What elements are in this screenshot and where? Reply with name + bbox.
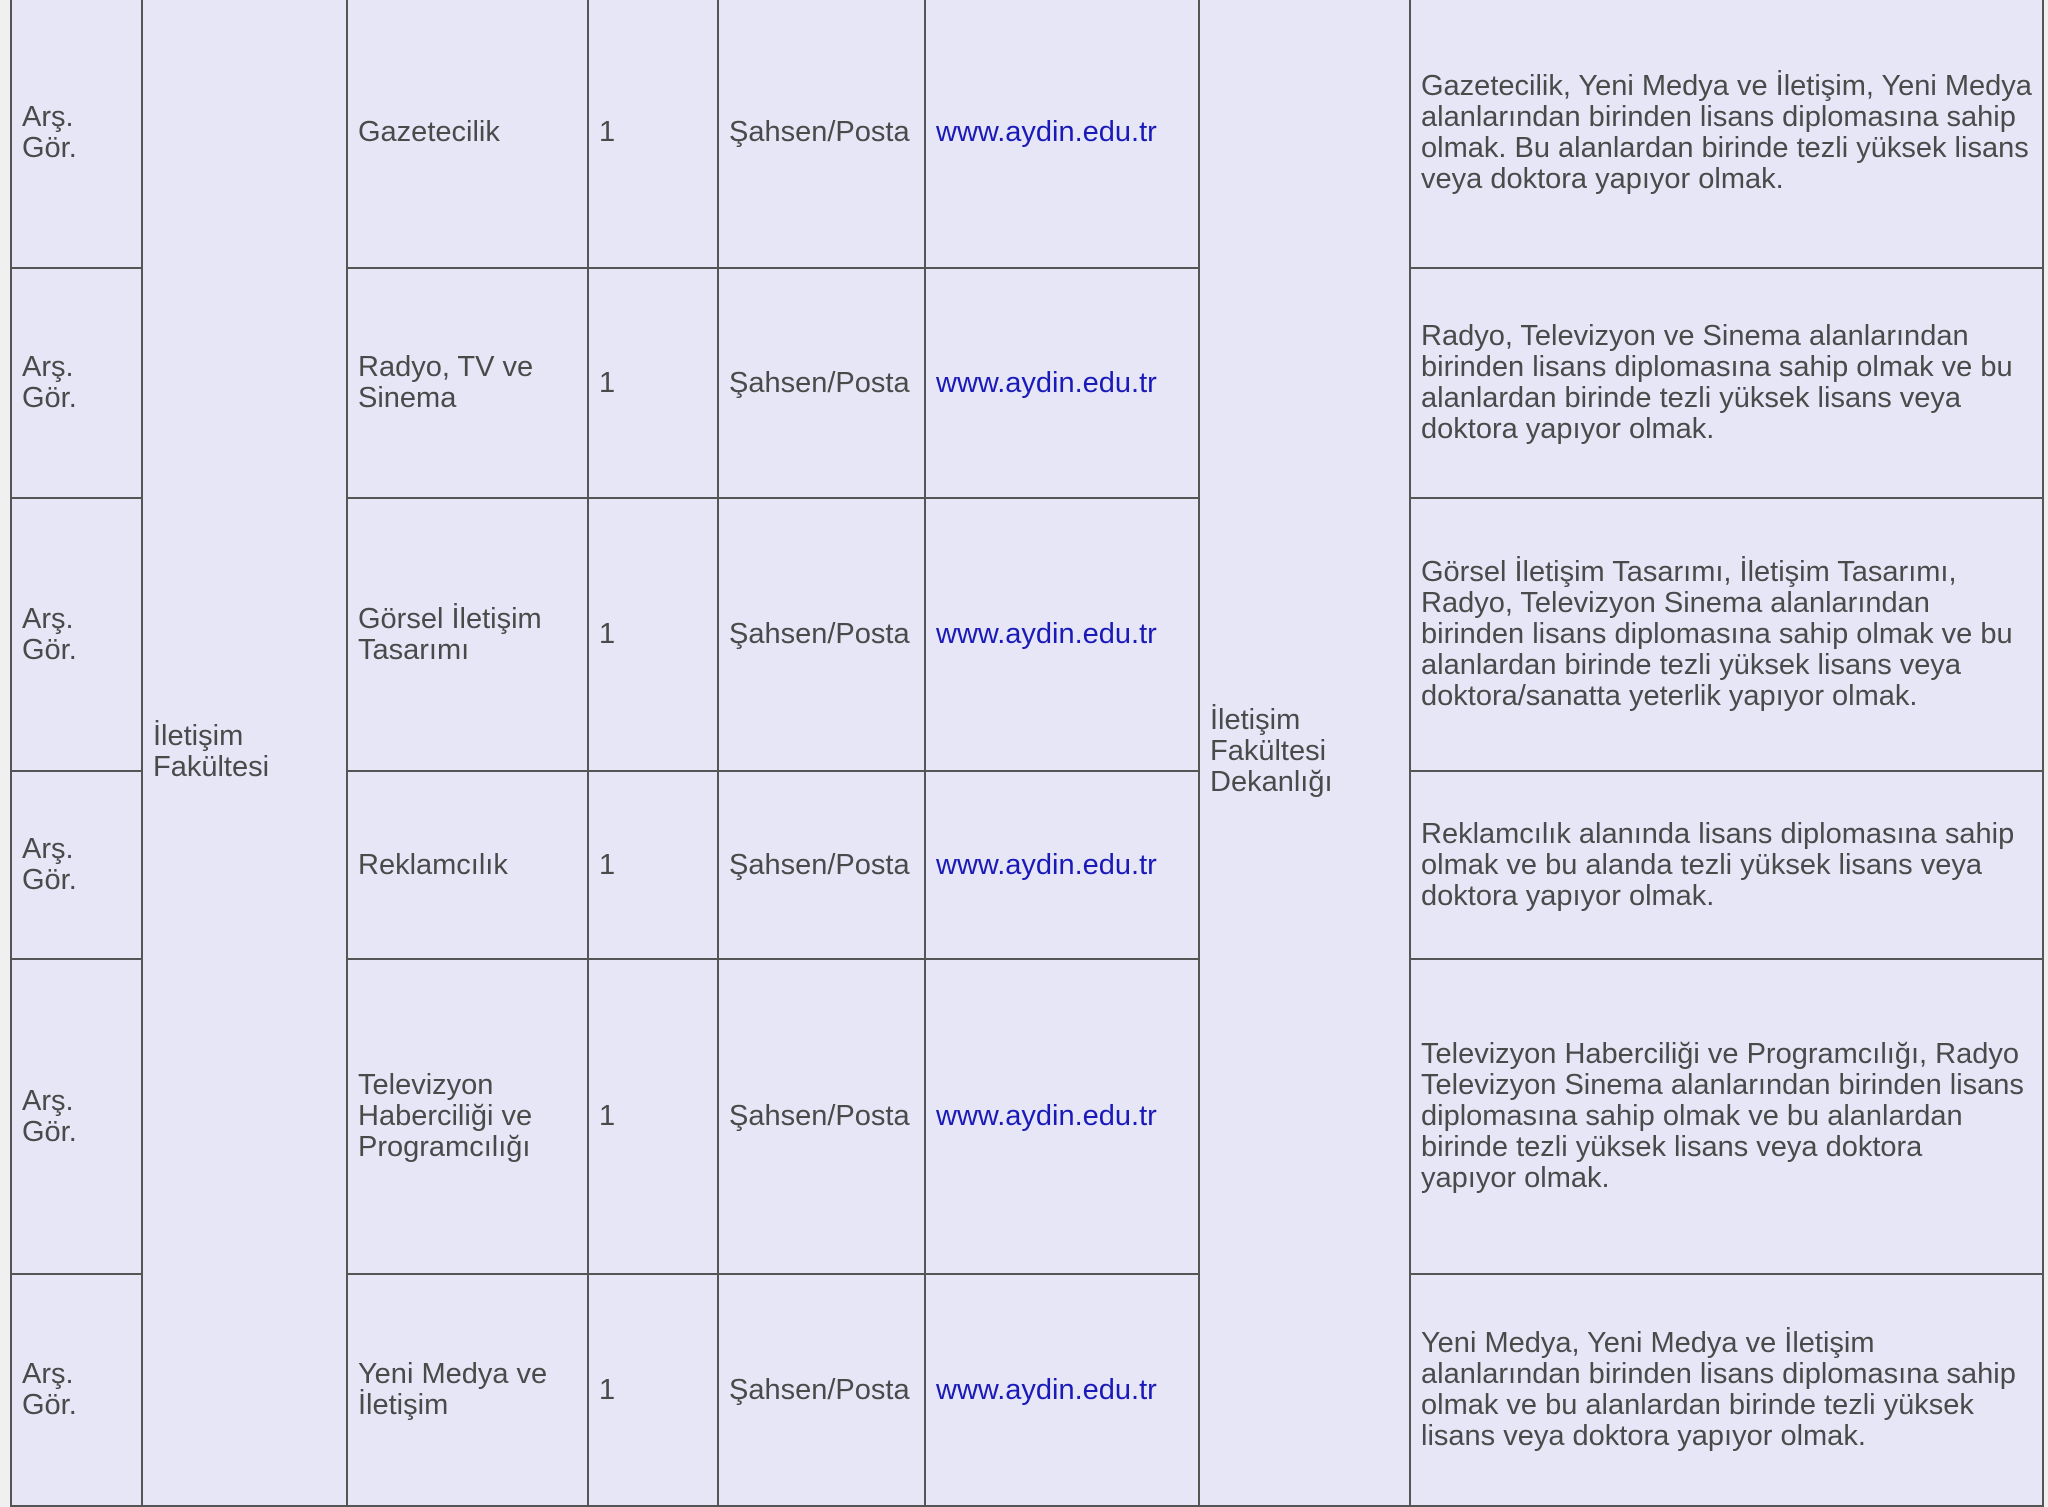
website-cell xyxy=(925,0,1199,268)
title-cell: Arş. Gör. xyxy=(11,959,142,1274)
faculty-label: İletişim Fakültesi xyxy=(153,719,270,783)
website-link[interactable]: www.aydin.edu.tr xyxy=(936,618,1157,650)
table-row xyxy=(11,0,2043,268)
website-link[interactable]: www.aydin.edu.tr xyxy=(936,1373,1157,1406)
application-method-cell: Şahsen/Posta xyxy=(718,0,925,268)
title-cell: Arş. Gör. xyxy=(11,771,142,959)
application-method-cell: Şahsen/Posta xyxy=(718,771,925,959)
count-cell: 1 xyxy=(588,771,718,959)
title-cell: Arş. Gör. xyxy=(11,1274,142,1506)
department-cell: Gazetecilik xyxy=(347,0,588,268)
job-listing-table xyxy=(10,0,2044,1507)
department-cell: Reklamcılık xyxy=(347,771,588,959)
application-place-label: İletişim Fakültesi Dekanlığı xyxy=(1210,704,1333,798)
website-cell xyxy=(925,498,1199,771)
requirements-cell: Görsel İletişim Tasarımı, İletişim Tasarımı, Radyo, Televizyon Sinema alanlarından birinden lisans diplomasına sahip olmak ve bu alanlardan birinde tezli yüksek lisans veya doktora/sanatta yeterlik yapıyor olmak. xyxy=(1410,498,2043,771)
department-cell: Radyo, TV ve Sinema xyxy=(347,268,588,498)
website-link[interactable]: www.aydin.edu.tr xyxy=(936,848,1157,881)
website-cell xyxy=(925,959,1199,1274)
requirements-cell: Gazetecilik, Yeni Medya ve İletişim, Yeni Medya alanlarından birinden lisans diplomasına sahip olmak. Bu alanlardan birinde tezli yüksek lisans veya doktora yapıyor olmak. xyxy=(1410,0,2043,268)
website-cell xyxy=(925,771,1199,959)
requirements-cell: Yeni Medya, Yeni Medya ve İletişim alanlarından birinden lisans diplomasına sahip olmak ve bu alanlardan birinde tezli yüksek lisans veya doktora yapıyor olmak. xyxy=(1410,1274,2043,1506)
title-cell: Arş. Gör. xyxy=(11,0,142,268)
application-place-cell xyxy=(1199,0,1410,1506)
count-cell: 1 xyxy=(588,1274,718,1506)
count-cell: 1 xyxy=(588,268,718,498)
department-cell: Televizyon Haberciliği ve Programcılığı xyxy=(347,959,588,1274)
count-cell: 1 xyxy=(588,0,718,268)
application-method-cell: Şahsen/Posta xyxy=(718,1274,925,1506)
website-link[interactable]: www.aydin.edu.tr xyxy=(936,1100,1157,1132)
website-link[interactable]: www.aydin.edu.tr xyxy=(936,366,1157,399)
requirements-cell: Radyo, Televizyon ve Sinema alanlarından birinden lisans diplomasına sahip olmak ve bu alanlardan birinde tezli yüksek lisans veya doktora yapıyor olmak. xyxy=(1410,268,2043,498)
count-cell: 1 xyxy=(588,959,718,1274)
application-method-cell: Şahsen/Posta xyxy=(718,268,925,498)
website-link[interactable]: www.aydin.edu.tr xyxy=(936,116,1157,148)
title-cell: Arş. Gör. xyxy=(11,498,142,771)
requirements-cell: Televizyon Haberciliği ve Programcılığı, Radyo Televizyon Sinema alanlarından birinden lisans diplomasına sahip olmak ve bu alanlardan birinde tezli yüksek lisans veya doktora yapıyor olmak. xyxy=(1410,959,2043,1274)
department-cell: Görsel İletişim Tasarımı xyxy=(347,498,588,771)
department-cell: Yeni Medya ve İletişim xyxy=(347,1274,588,1506)
website-cell xyxy=(925,1274,1199,1506)
website-cell xyxy=(925,268,1199,498)
application-method-cell: Şahsen/Posta xyxy=(718,498,925,771)
faculty-cell xyxy=(142,0,347,1506)
title-cell: Arş. Gör. xyxy=(11,268,142,498)
application-method-cell: Şahsen/Posta xyxy=(718,959,925,1274)
requirements-cell: Reklamcılık alanında lisans diplomasına sahip olmak ve bu alanda tezli yüksek lisans veya doktora yapıyor olmak. xyxy=(1410,771,2043,959)
count-cell: 1 xyxy=(588,498,718,771)
